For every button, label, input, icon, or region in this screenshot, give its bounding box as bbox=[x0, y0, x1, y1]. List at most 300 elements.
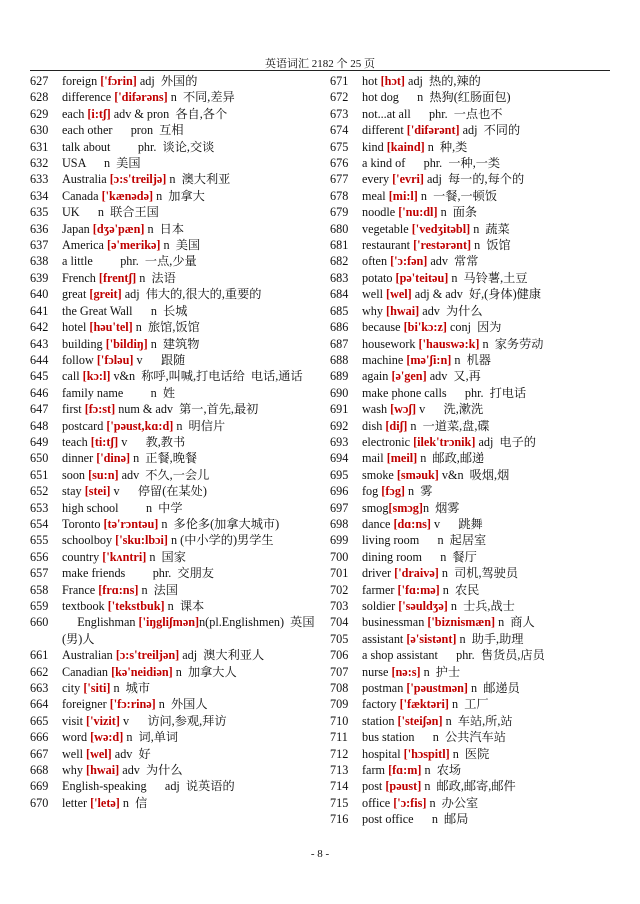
vocab-entry bbox=[330, 467, 622, 483]
entry-definition: adv 为什么 bbox=[119, 763, 183, 778]
entry-definition: n 多伦多(加拿大城市) bbox=[158, 516, 280, 531]
entry-number: 658 bbox=[30, 582, 49, 597]
entry-number: 645 bbox=[30, 369, 49, 384]
entry-number: 675 bbox=[330, 139, 349, 154]
vocab-entry bbox=[330, 237, 622, 253]
entry-number: 681 bbox=[330, 238, 349, 253]
entry-text bbox=[62, 696, 322, 712]
entry-number: 650 bbox=[30, 451, 49, 466]
entry-definition: adv 又,再 bbox=[426, 369, 481, 384]
entry-number: 687 bbox=[330, 336, 349, 351]
entry-text bbox=[62, 614, 322, 647]
entry-number: 668 bbox=[30, 763, 49, 778]
entry-definition: adj 伟大的,很大的,重要的 bbox=[121, 287, 262, 302]
entry-definition: v 访问,参观,拜访 bbox=[119, 713, 227, 728]
entry-number: 686 bbox=[330, 320, 349, 335]
entry-phonetic: [hwai] bbox=[86, 763, 120, 778]
vocab-entry bbox=[30, 204, 322, 220]
entry-phonetic: [mi:l] bbox=[388, 188, 418, 203]
entry-number: 640 bbox=[30, 287, 49, 302]
vocab-entry bbox=[30, 549, 322, 565]
entry-text bbox=[362, 778, 622, 794]
entry-number: 632 bbox=[30, 156, 49, 171]
entry-word: office bbox=[362, 795, 394, 810]
entry-phonetic: [smɔg] bbox=[388, 500, 423, 515]
entry-text bbox=[362, 582, 622, 598]
entry-word: textbook bbox=[62, 599, 108, 613]
entry-text bbox=[362, 647, 622, 663]
entry-number: 631 bbox=[30, 139, 49, 154]
entry-definition: n 雾 bbox=[404, 484, 433, 499]
entry-definition: conj 因为 bbox=[446, 320, 502, 335]
entry-definition: adj 不同的 bbox=[459, 123, 521, 138]
entry-number: 642 bbox=[30, 320, 49, 335]
entry-number: 663 bbox=[30, 681, 49, 696]
entry-phonetic: [wə:d] bbox=[90, 730, 124, 745]
entry-number: 688 bbox=[330, 352, 349, 367]
entry-phonetic: ['iŋgliʃmən] bbox=[138, 615, 200, 630]
entry-number: 664 bbox=[30, 697, 49, 712]
entry-phonetic: [stei] bbox=[84, 484, 111, 499]
entry-word: building bbox=[62, 336, 106, 351]
entry-text bbox=[362, 122, 622, 138]
entry-definition: n 加拿大人 bbox=[172, 664, 237, 679]
entry-word: talk about phr. 谈论,交谈 bbox=[62, 139, 215, 154]
entry-number: 703 bbox=[330, 599, 349, 613]
entry-text bbox=[362, 237, 622, 253]
entry-phonetic: [ə'merikə] bbox=[107, 238, 161, 253]
entry-number: 637 bbox=[30, 238, 49, 253]
entry-phonetic: [ɔ:s'treiljən] bbox=[115, 648, 180, 663]
entry-text bbox=[62, 549, 322, 565]
entry-text bbox=[362, 352, 622, 368]
entry-definition: n 澳大利亚 bbox=[166, 172, 231, 187]
entry-word: great bbox=[62, 287, 90, 302]
entry-definition: n 邮递员 bbox=[467, 681, 520, 696]
entry-word: difference bbox=[62, 90, 115, 105]
vocab-entry bbox=[30, 582, 322, 598]
entry-text bbox=[62, 171, 322, 187]
entry-word: English-speaking adj 说英语的 bbox=[62, 779, 235, 794]
vocab-entry bbox=[30, 385, 322, 401]
entry-number: 684 bbox=[330, 287, 349, 302]
entry-word: family name n 姓 bbox=[62, 385, 176, 400]
entry-number: 692 bbox=[330, 418, 349, 433]
entry-word: Englishman bbox=[62, 615, 139, 630]
entry-number: 716 bbox=[330, 812, 349, 827]
entry-word: foreigner bbox=[62, 697, 110, 712]
vocab-entry bbox=[30, 270, 322, 286]
vocab-entry bbox=[330, 795, 622, 811]
entry-number: 662 bbox=[30, 664, 49, 679]
entry-word: a little phr. 一点,少量 bbox=[62, 254, 197, 269]
entry-text bbox=[62, 532, 322, 548]
entry-number: 643 bbox=[30, 336, 49, 351]
vocab-entry bbox=[330, 122, 622, 138]
entry-text bbox=[62, 73, 322, 89]
entry-definition: n 医院 bbox=[449, 746, 490, 761]
entry-number: 695 bbox=[330, 467, 349, 482]
vocab-entry bbox=[330, 500, 622, 516]
entry-number: 706 bbox=[330, 648, 349, 663]
entry-number: 679 bbox=[330, 205, 349, 220]
entry-text bbox=[362, 385, 622, 401]
vocab-entry bbox=[30, 253, 322, 269]
entry-text bbox=[362, 746, 622, 762]
entry-word: dining room n 餐厅 bbox=[362, 549, 477, 564]
entry-word: hot bbox=[362, 74, 381, 88]
entry-text bbox=[62, 713, 322, 729]
vocab-entry bbox=[330, 352, 622, 368]
entry-number: 674 bbox=[330, 123, 349, 138]
vocab-entry bbox=[30, 729, 322, 745]
entry-text bbox=[62, 368, 322, 384]
entry-word: country bbox=[62, 549, 103, 564]
entry-definition: adj 热的,辣的 bbox=[405, 74, 481, 88]
vocab-entry bbox=[330, 778, 622, 794]
vocab-entry bbox=[330, 664, 622, 680]
entry-text bbox=[62, 680, 322, 696]
entry-text bbox=[362, 139, 622, 155]
entry-text bbox=[362, 188, 622, 204]
vocab-entry bbox=[30, 664, 322, 680]
entry-phonetic: [su:n] bbox=[88, 467, 119, 482]
entry-word: noodle bbox=[362, 205, 399, 220]
entry-phonetic: [ə'gen] bbox=[391, 369, 427, 384]
entry-word: letter bbox=[62, 795, 91, 810]
vocab-entry bbox=[30, 188, 322, 204]
entry-phonetic: ['dinə] bbox=[96, 451, 131, 466]
entry-number: 701 bbox=[330, 566, 349, 581]
entry-definition: n 农场 bbox=[421, 763, 462, 778]
vocab-entry bbox=[330, 631, 622, 647]
vocab-entry bbox=[330, 106, 622, 122]
entry-definition: n 美国 bbox=[160, 238, 201, 253]
entry-word: hot dog n 热狗(红肠面包) bbox=[362, 90, 511, 105]
entry-number: 660 bbox=[30, 615, 49, 630]
entry-word: post bbox=[362, 779, 386, 794]
entry-definition: n 建筑物 bbox=[147, 336, 200, 351]
entry-definition: n 正餐,晚餐 bbox=[130, 451, 198, 466]
entry-phonetic: ['fɔ:rinə] bbox=[109, 697, 156, 712]
entry-phonetic: [kaind] bbox=[386, 139, 425, 154]
entry-text bbox=[362, 368, 622, 384]
entry-phonetic: ['kʌntri] bbox=[102, 549, 147, 564]
entry-word: America bbox=[62, 238, 108, 253]
entry-number: 636 bbox=[30, 221, 49, 236]
entry-phonetic: ['steiʃən] bbox=[397, 713, 443, 728]
entry-text bbox=[362, 89, 622, 105]
entry-word: schoolboy bbox=[62, 533, 116, 548]
entry-text bbox=[62, 500, 322, 516]
entry-text bbox=[362, 418, 622, 434]
entry-definition: adv 常常 bbox=[427, 254, 479, 269]
entry-text bbox=[62, 729, 322, 745]
entry-definition: n(pl.Englishmen) 英国(男)人 bbox=[62, 615, 315, 646]
entry-text bbox=[362, 565, 622, 581]
entry-number: 696 bbox=[330, 484, 349, 499]
entry-definition: n 法语 bbox=[136, 270, 176, 285]
vocab-entry bbox=[30, 401, 322, 417]
entry-word: high school n 中学 bbox=[62, 500, 183, 515]
entry-phonetic: [diʃ] bbox=[385, 418, 408, 433]
entry-definition: n (中小学的)男学生 bbox=[167, 533, 274, 548]
entry-word: assistant bbox=[362, 631, 407, 646]
vocab-entry bbox=[30, 713, 322, 729]
entry-word: make friends phr. 交朋友 bbox=[62, 566, 214, 581]
entry-phonetic: [wɔʃ] bbox=[390, 402, 417, 417]
left-column bbox=[30, 73, 322, 811]
entry-phonetic: ['sku:lbɔi] bbox=[115, 533, 168, 548]
entry-number: 657 bbox=[30, 566, 49, 581]
vocab-entry bbox=[30, 352, 322, 368]
entry-definition: v 教,教书 bbox=[118, 434, 186, 449]
entry-number: 653 bbox=[30, 500, 49, 515]
vocab-entry bbox=[330, 73, 622, 89]
entry-word: postcard bbox=[62, 418, 107, 433]
entry-definition: adj 外国的 bbox=[136, 74, 198, 88]
entry-text bbox=[62, 385, 322, 401]
entry-definition: adv & pron 各自,各个 bbox=[110, 106, 228, 121]
entry-word: Australia bbox=[62, 172, 110, 187]
vocab-entry bbox=[30, 237, 322, 253]
entry-number: 715 bbox=[330, 795, 349, 810]
page-number: - 8 - bbox=[310, 848, 330, 860]
entry-text bbox=[62, 122, 322, 138]
entry-phonetic: ['tekstbuk] bbox=[107, 599, 165, 613]
entry-number: 691 bbox=[330, 402, 349, 417]
entry-definition: adj 每一的,每个的 bbox=[423, 172, 525, 187]
entry-word: why bbox=[362, 303, 387, 318]
vocab-entry bbox=[330, 746, 622, 762]
entry-text bbox=[62, 286, 322, 302]
entry-definition: n 邮政,邮递 bbox=[417, 451, 485, 466]
entry-phonetic: ['evri] bbox=[392, 172, 424, 187]
entry-text bbox=[362, 253, 622, 269]
entry-text bbox=[362, 106, 622, 122]
entry-phonetic: ['difərəns] bbox=[114, 90, 168, 105]
entry-phonetic: [nə:s] bbox=[391, 664, 421, 679]
entry-number: 713 bbox=[330, 763, 349, 778]
entry-text bbox=[362, 614, 622, 630]
entry-number: 659 bbox=[30, 599, 49, 613]
entry-text bbox=[62, 237, 322, 253]
entry-phonetic: [kɔ:l] bbox=[82, 369, 111, 384]
entry-text bbox=[362, 467, 622, 483]
entry-word: mail bbox=[362, 451, 387, 466]
vocab-entry bbox=[30, 762, 322, 778]
entry-phonetic: [pəust] bbox=[385, 779, 422, 794]
entry-word: different bbox=[362, 123, 407, 138]
entry-definition: n 饭馆 bbox=[471, 238, 511, 253]
entry-definition: n 课本 bbox=[164, 599, 205, 613]
entry-phonetic: ['hauswə:k] bbox=[418, 336, 480, 351]
vocab-entry bbox=[330, 549, 622, 565]
entry-number: 649 bbox=[30, 434, 49, 449]
entry-number: 639 bbox=[30, 270, 49, 285]
entry-phonetic: ['letə] bbox=[90, 795, 120, 810]
entry-text bbox=[362, 155, 622, 171]
entry-word: well bbox=[62, 746, 87, 761]
entry-word: fog bbox=[362, 484, 382, 499]
entry-number: 712 bbox=[330, 746, 349, 761]
entry-number: 654 bbox=[30, 516, 49, 531]
vocab-entry bbox=[330, 811, 622, 827]
entry-number: 670 bbox=[30, 795, 49, 810]
entry-word: farm bbox=[362, 763, 389, 778]
entry-word: wash bbox=[362, 402, 391, 417]
entry-text bbox=[62, 221, 322, 237]
entry-number: 682 bbox=[330, 254, 349, 269]
entry-text bbox=[62, 483, 322, 499]
entry-definition: n 蔬菜 bbox=[470, 221, 510, 236]
entry-definition: adv 不久,一会儿 bbox=[118, 467, 210, 482]
entry-number: 680 bbox=[330, 221, 349, 236]
entry-word: postman bbox=[362, 681, 407, 696]
entry-text bbox=[62, 352, 322, 368]
entry-text bbox=[362, 286, 622, 302]
entry-definition: n 面条 bbox=[437, 205, 478, 220]
entry-phonetic: ['pəustmən] bbox=[406, 681, 468, 696]
entry-phonetic: [hɔt] bbox=[380, 74, 405, 88]
entry-number: 669 bbox=[30, 779, 49, 794]
entry-definition: n 明信片 bbox=[173, 418, 226, 433]
entry-word: Canada bbox=[62, 188, 102, 203]
entry-text bbox=[362, 73, 622, 89]
entry-number: 641 bbox=[30, 303, 49, 318]
entry-word: the Great Wall n 长城 bbox=[62, 303, 188, 318]
entry-number: 672 bbox=[330, 90, 349, 105]
vocab-entry bbox=[30, 467, 322, 483]
header-rule bbox=[30, 70, 610, 71]
entry-text bbox=[62, 270, 322, 286]
entry-number: 671 bbox=[330, 74, 349, 88]
vocab-entry bbox=[330, 303, 622, 319]
entry-phonetic: ['pəust,kɑ:d] bbox=[106, 418, 174, 433]
entry-number: 709 bbox=[330, 697, 349, 712]
entry-number: 629 bbox=[30, 106, 49, 121]
entry-phonetic: [pə'teitəu] bbox=[395, 270, 449, 285]
entry-word: bus station n 公共汽车站 bbox=[362, 730, 506, 745]
entry-phonetic: ['siti] bbox=[83, 681, 111, 696]
entry-word: dinner bbox=[62, 451, 97, 466]
vocab-entry bbox=[330, 253, 622, 269]
entry-number: 710 bbox=[330, 713, 349, 728]
vocab-entry bbox=[330, 532, 622, 548]
entry-word: word bbox=[62, 730, 91, 745]
entry-word: UK n 联合王国 bbox=[62, 205, 159, 220]
entry-definition: n 车站,所,站 bbox=[442, 713, 513, 728]
entry-phonetic: [ilek'trɔnik] bbox=[413, 434, 476, 449]
entry-definition: n 不同,差异 bbox=[167, 90, 235, 105]
entry-number: 697 bbox=[330, 500, 349, 515]
entry-definition: v 停留(在某处) bbox=[110, 484, 207, 499]
vocab-entry bbox=[330, 368, 622, 384]
vocab-entry bbox=[30, 418, 322, 434]
entry-word: electronic bbox=[362, 434, 414, 449]
entry-phonetic: ['fɔləu] bbox=[96, 352, 134, 367]
entry-text bbox=[62, 253, 322, 269]
entry-text bbox=[62, 319, 322, 335]
entry-phonetic: [ti:tʃ] bbox=[90, 434, 119, 449]
entry-text bbox=[362, 811, 622, 827]
entry-text bbox=[62, 303, 322, 319]
entry-text bbox=[362, 549, 622, 565]
entry-number: 666 bbox=[30, 730, 49, 745]
entry-text bbox=[62, 106, 322, 122]
vocab-entry bbox=[30, 139, 322, 155]
vocab-entry bbox=[30, 647, 322, 663]
entry-text bbox=[362, 664, 622, 680]
entry-phonetic: ['nu:dl] bbox=[398, 205, 438, 220]
entry-number: 635 bbox=[30, 205, 49, 220]
vocab-entry bbox=[30, 286, 322, 302]
vocab-entry bbox=[330, 319, 622, 335]
entry-phonetic: [tə'rɔntəu] bbox=[103, 516, 159, 531]
entry-phonetic: ['bildiŋ] bbox=[105, 336, 148, 351]
entry-word: stay bbox=[62, 484, 85, 499]
vocab-entry bbox=[30, 434, 322, 450]
entry-text bbox=[62, 664, 322, 680]
entry-text bbox=[362, 598, 622, 614]
entry-number: 704 bbox=[330, 615, 349, 630]
entry-definition: n 种,类 bbox=[424, 139, 468, 154]
entry-definition: n 办公室 bbox=[426, 795, 479, 810]
entry-word: teach bbox=[62, 434, 91, 449]
entry-word: post office n 邮局 bbox=[362, 812, 469, 827]
entry-phonetic: ['draivə] bbox=[394, 566, 439, 581]
vocab-entry bbox=[30, 696, 322, 712]
entry-text bbox=[62, 565, 322, 581]
entry-number: 655 bbox=[30, 533, 49, 548]
entry-word: foreign bbox=[62, 74, 101, 88]
entry-number: 630 bbox=[30, 123, 49, 138]
vocab-entry bbox=[30, 598, 322, 614]
vocab-entry bbox=[330, 401, 622, 417]
vocab-entry bbox=[30, 614, 322, 647]
entry-word: why bbox=[62, 763, 87, 778]
vocab-entry bbox=[330, 221, 622, 237]
entry-definition: n 旅馆,饭馆 bbox=[132, 320, 200, 335]
entry-word: meal bbox=[362, 188, 389, 203]
entry-number: 667 bbox=[30, 746, 49, 761]
entry-number: 638 bbox=[30, 254, 49, 269]
entry-phonetic: ['fɔrin] bbox=[100, 74, 137, 88]
entry-text bbox=[62, 155, 322, 171]
entry-phonetic: [wel] bbox=[386, 287, 412, 302]
entry-phonetic: [sməuk] bbox=[396, 467, 439, 482]
entry-definition: n 信 bbox=[119, 795, 148, 810]
vocab-entry bbox=[330, 696, 622, 712]
entry-text bbox=[362, 204, 622, 220]
entry-text bbox=[362, 221, 622, 237]
vocab-entry bbox=[330, 89, 622, 105]
entry-definition: n 国家 bbox=[146, 549, 186, 564]
vocab-entry bbox=[330, 155, 622, 171]
entry-definition: n 商人 bbox=[495, 615, 535, 630]
vocab-entry bbox=[30, 319, 322, 335]
entry-phonetic: ['hɔspitl] bbox=[403, 746, 450, 761]
entry-definition: n 城市 bbox=[110, 681, 151, 696]
entry-number: 698 bbox=[330, 516, 349, 531]
entry-number: 661 bbox=[30, 648, 49, 663]
vocab-entry bbox=[330, 598, 622, 614]
entry-word: often bbox=[362, 254, 391, 269]
entry-number: 627 bbox=[30, 74, 49, 88]
entry-phonetic: [dʒə'pæn] bbox=[92, 221, 145, 236]
entry-word: machine bbox=[362, 352, 407, 367]
entry-phonetic: ['vedʒitəbl] bbox=[411, 221, 471, 236]
